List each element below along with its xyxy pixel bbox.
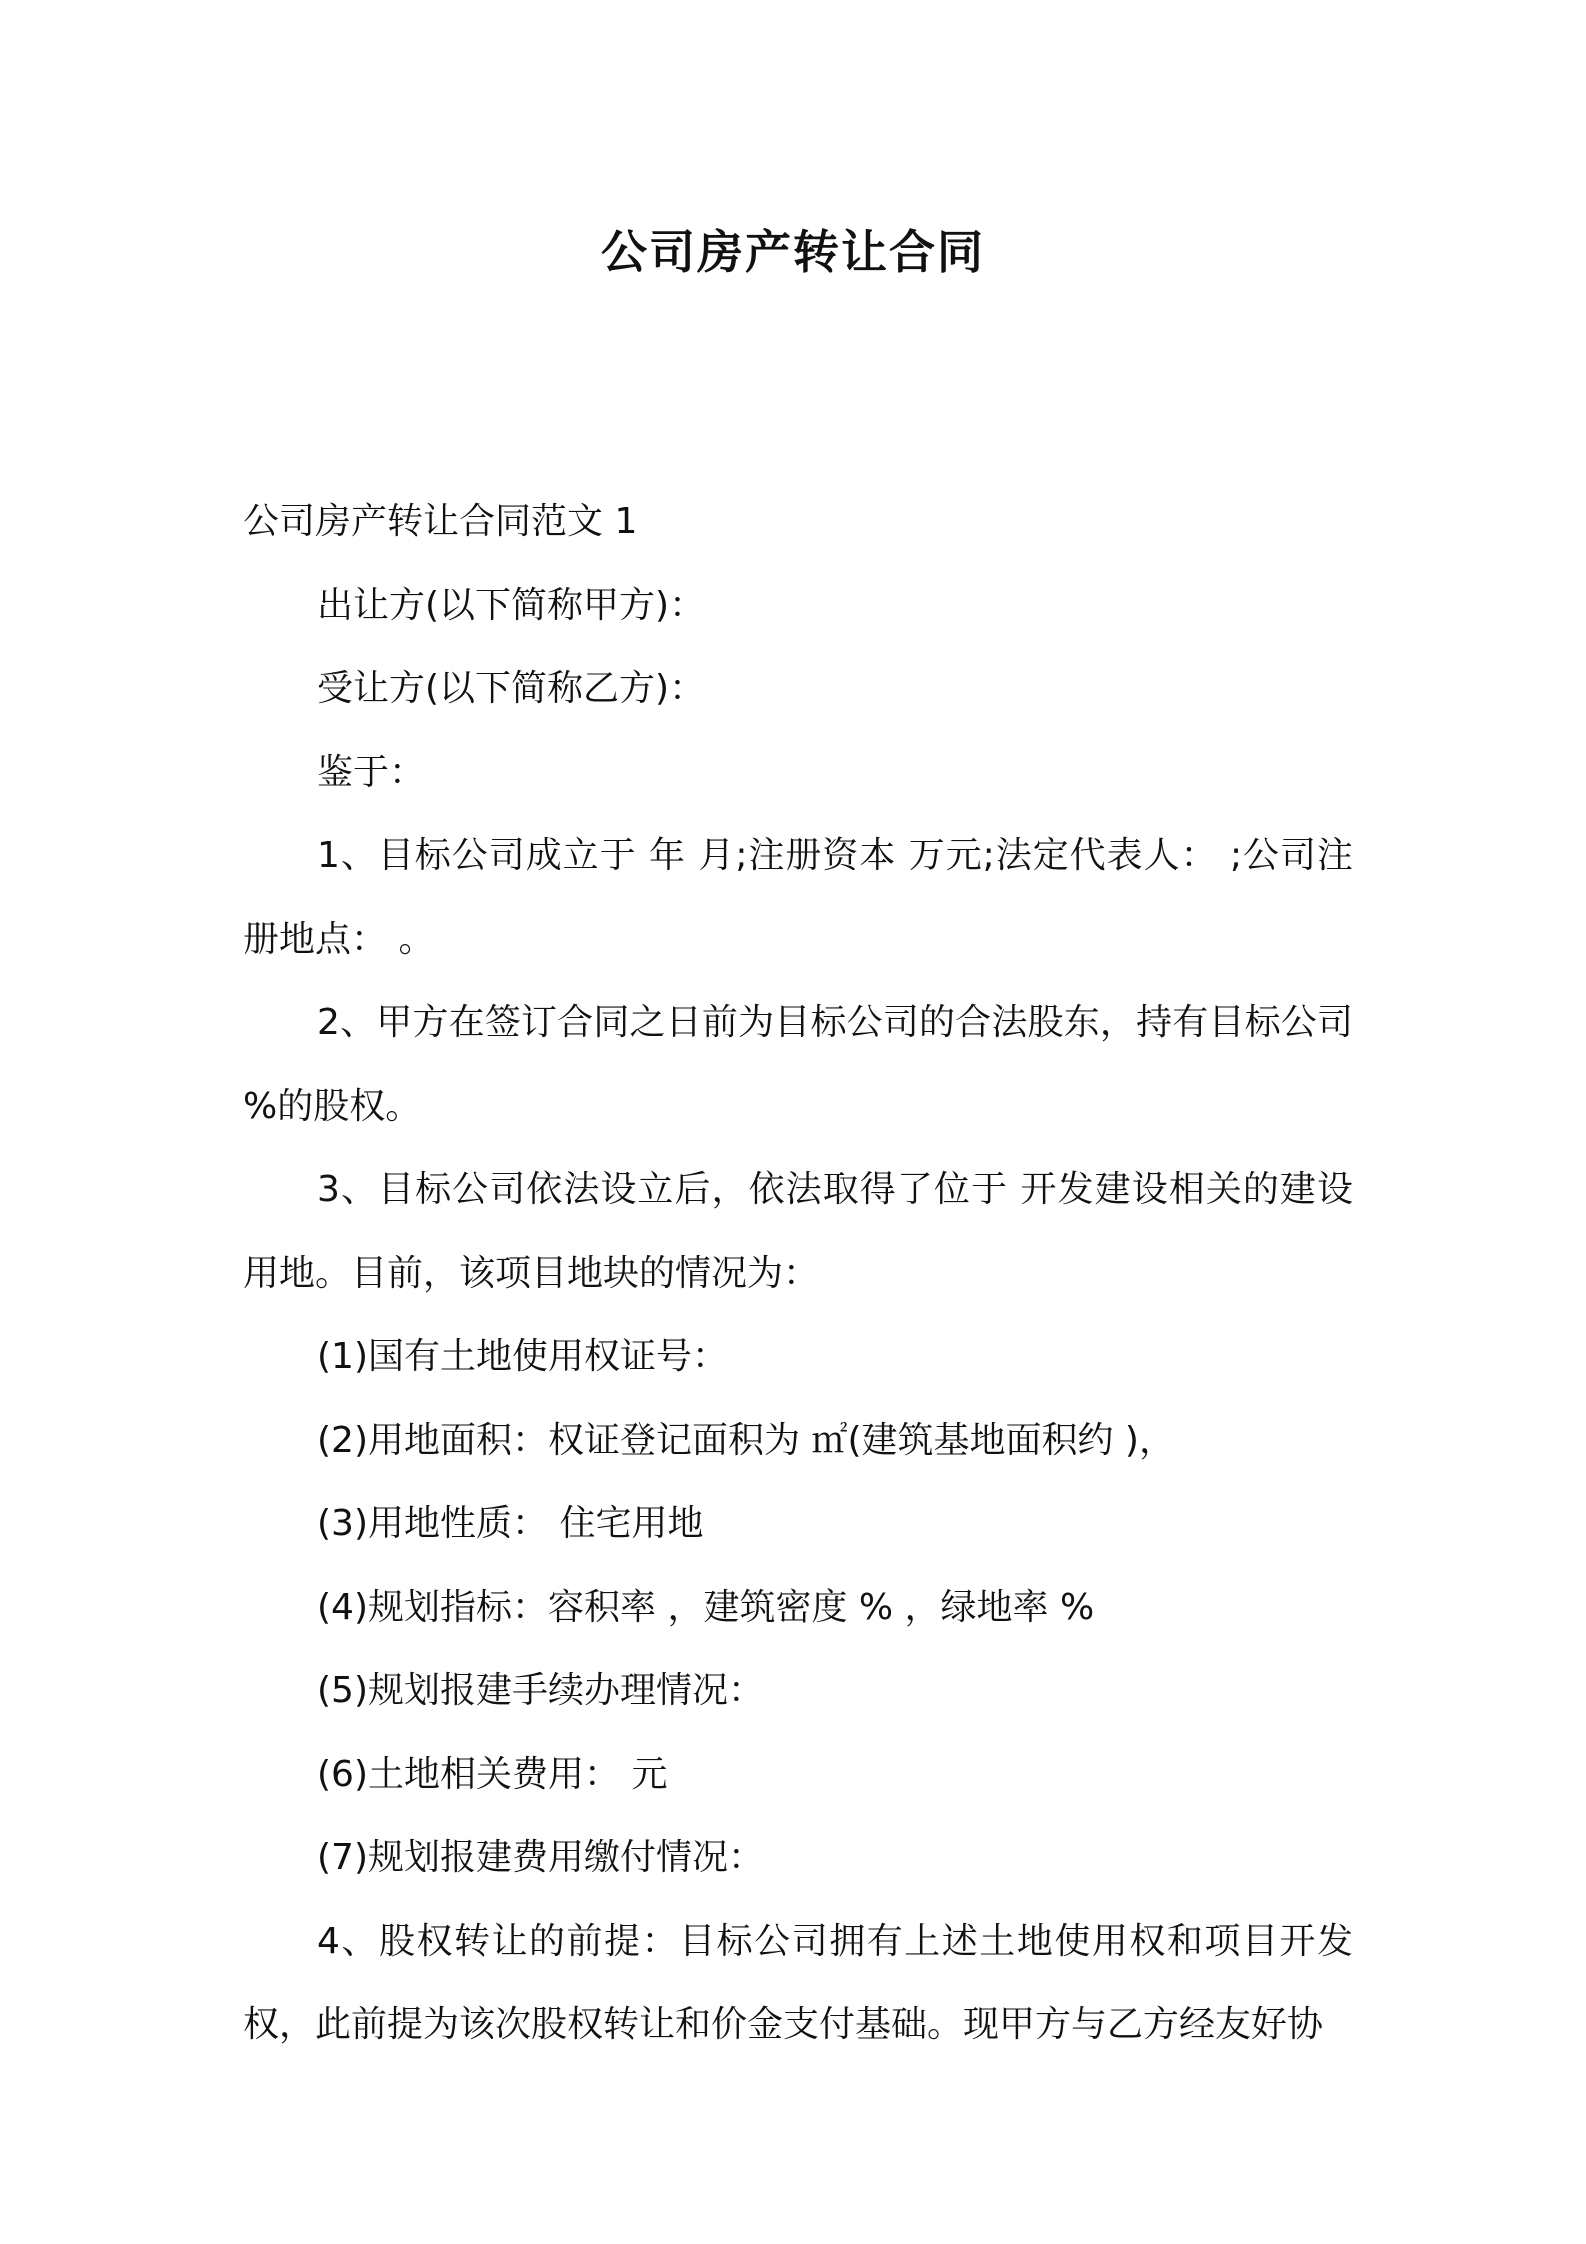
document-body	[243, 480, 1353, 2067]
paragraph-transferor: 出让方(以下简称甲方)：	[317, 584, 706, 626]
paragraph-item-1: (1)国有土地使用权证号：	[317, 1336, 728, 1377]
paragraph-item-7: (7)规划报建费用缴付情况：	[317, 1837, 764, 1878]
paragraph-item-6: (6)土地相关费用： 元	[317, 1753, 668, 1795]
document-heading: 公司房产转让合同范文 1	[243, 501, 638, 542]
paragraph-item-3: (3)用地性质： 住宅用地	[317, 1503, 704, 1544]
paragraph-item-2: (2)用地面积：权证登记面积为 ㎡(建筑基地面积约 )，	[317, 1419, 1175, 1461]
paragraph-transferee: 受让方(以下简称乙方)：	[317, 668, 706, 709]
paragraph-clause-1: 1、目标公司成立于 年 月;注册资本 万元;法定代表人： ;公司注册地点： 。	[243, 835, 1353, 960]
paragraph-clause-2: 2、甲方在签订合同之日前为目标公司的合法股东，持有目标公司 %的股权。	[243, 1002, 1353, 1127]
paragraph-clause-3: 3、目标公司依法设立后，依法取得了位于 开发建设相关的建设用地。目前，该项目地块的情况为：	[243, 1169, 1353, 1294]
paragraph-item-5: (5)规划报建手续办理情况：	[317, 1670, 764, 1711]
paragraph-item-4: (4)规划指标：容积率 ，建筑密度 % ，绿地率 %	[317, 1586, 1095, 1628]
paragraph-whereas: 鉴于：	[317, 751, 426, 793]
page-title: 公司房产转让合同	[601, 225, 985, 279]
paragraph-clause-4: 4、股权转让的前提：目标公司拥有上述土地使用权和项目开发权，此前提为该次股权转让和价金支付基础。现甲方与乙方经友好协	[243, 1920, 1353, 2045]
